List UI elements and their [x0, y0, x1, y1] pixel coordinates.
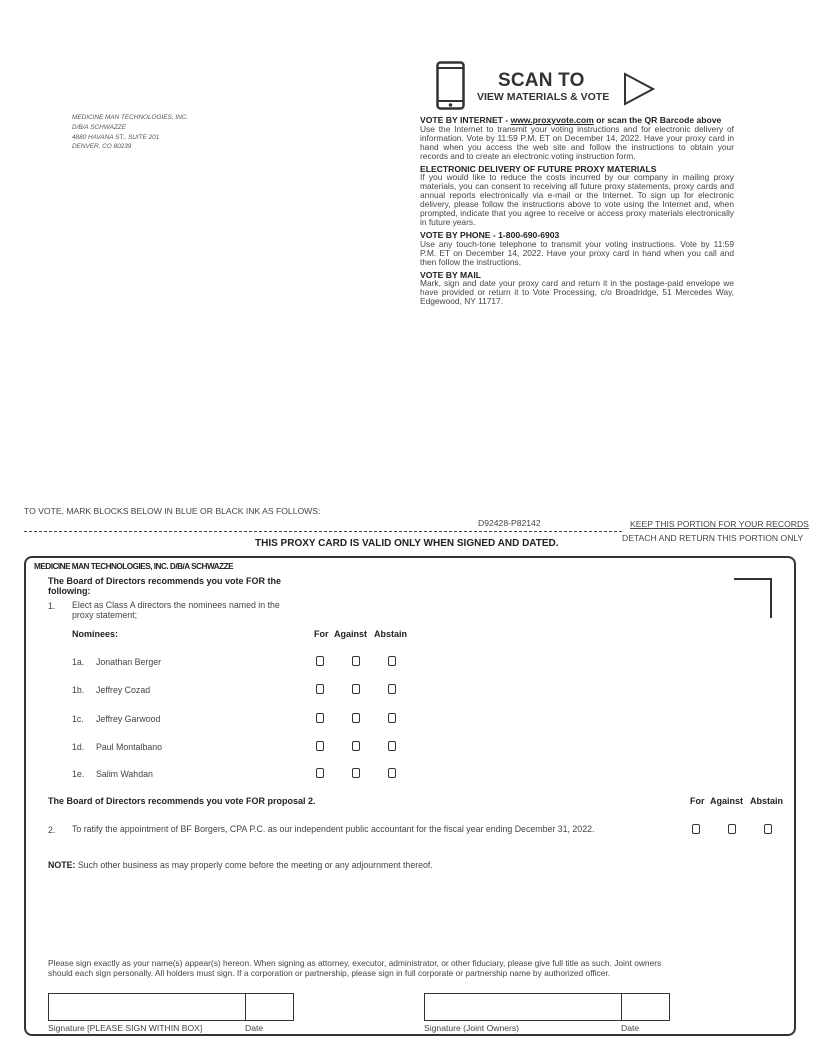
detach-return-label: DETACH AND RETURN THIS PORTION ONLY [622, 533, 804, 543]
item1-text: Elect as Class A directors the nominees named in the proxy statement; [72, 600, 280, 620]
edelivery-body: If you would like to reduce the costs incurred by our company in mailing proxy materials, you can consent to receiving all future proxy statements, proxy cards and annual reports electronically via e-mail or the Internet. To sign up for electronic delivery, please follow the instructions above to vote using the Internet and, when prompted, indicate that you agree to receive or access proxy materials electronically in future years. [420, 172, 734, 227]
for-checkbox[interactable] [316, 741, 324, 751]
address-line: 4880 HAVANA ST., SUITE 201 [72, 133, 160, 141]
against-checkbox[interactable] [352, 768, 360, 778]
joint-signature-label: Signature (Joint Owners) [424, 1023, 520, 1033]
for-checkbox[interactable] [316, 684, 324, 694]
internet-body: Use the Internet to transmit your voting instructions and for electronic delivery of information. Vote by 11:59 P.M. ET on December 14, 2022. Have your proxy card in hand when you access the web site and follow the instructions to obtain your records and to create an electronic voting instruction form. [420, 123, 734, 161]
note-text: Such other business as may properly come before the meeting or any adjournment thereof. [75, 860, 433, 870]
edelivery-heading: ELECTRONIC DELIVERY OF FUTURE PROXY MATERIALS [420, 163, 657, 174]
joint-date-box[interactable] [621, 993, 670, 1021]
abstain-checkbox[interactable] [764, 824, 772, 834]
nominee-num: 1e. [72, 769, 85, 779]
mail-body: Mark, sign and date your proxy card and return it in the postage-paid envelope we have provided or return it to Vote Processing, c/o Broadridge, 51 Mercedes Way, Edgewood, NY 11717. [420, 278, 734, 307]
keep-portion-label: KEEP THIS PORTION FOR YOUR RECORDS [630, 519, 809, 529]
item-number: 1. [48, 601, 56, 611]
nominee-num: 1c. [72, 714, 84, 724]
item2-text: To ratify the appointment of BF Borgers, CPA P.C. as our independent public accountant for the fiscal year ending December 31, 2022. [72, 824, 595, 834]
nominee-name: Jonathan Berger [96, 657, 162, 667]
board-recommendation-1: The Board of Directors recommends you vote FOR the following: [48, 576, 282, 596]
against-checkbox[interactable] [352, 656, 360, 666]
scan-title: SCAN TO [498, 70, 585, 91]
address-line: MEDICINE MAN TECHNOLOGIES, INC. [72, 114, 189, 121]
col-against: Against [710, 796, 744, 806]
valid-notice: THIS PROXY CARD IS VALID ONLY WHEN SIGNED AND DATED. [255, 538, 559, 549]
board-recommendation-2: The Board of Directors recommends you vote FOR proposal 2. [48, 796, 316, 806]
proxyvote-link[interactable]: www.proxyvote.com [510, 115, 594, 125]
address-line: D/B/A SCHWAZZE [72, 123, 126, 131]
nominees-label: Nominees: [72, 629, 119, 639]
nominee-num: 1b. [72, 685, 85, 695]
date-box[interactable] [245, 993, 294, 1021]
nominee-name: Salim Wahdan [96, 769, 153, 779]
phone-body: Use any touch-tone telephone to transmit your voting instructions. Vote by 11:59 P.M. ET on December 14, 2022. Have your proxy card in hand when you call and then follow the instructions. [420, 238, 734, 267]
against-checkbox[interactable] [352, 684, 360, 694]
col-for: For [690, 796, 705, 806]
date-label: Date [621, 1023, 640, 1033]
date-label: Date [245, 1023, 264, 1033]
item-number: 2. [48, 825, 56, 835]
abstain-checkbox[interactable] [388, 741, 396, 751]
note-label: NOTE: [48, 860, 76, 870]
against-checkbox[interactable] [352, 741, 360, 751]
nominee-name: Jeffrey Cozad [96, 685, 151, 695]
col-abstain: Abstain [374, 629, 408, 639]
note [48, 860, 433, 870]
play-arrow-icon [623, 72, 655, 106]
mark-instructions: TO VOTE, MARK BLOCKS BELOW IN BLUE OR BLACK INK AS FOLLOWS: [24, 506, 321, 516]
corner-mark [734, 578, 772, 618]
voting-instructions [420, 116, 734, 310]
abstain-checkbox[interactable] [388, 684, 396, 694]
for-checkbox[interactable] [316, 713, 324, 723]
address-line: DENVER, CO 80239 [72, 143, 132, 151]
col-against: Against [334, 629, 368, 639]
mail-heading: VOTE BY MAIL [420, 269, 481, 280]
joint-signature-box[interactable] [424, 993, 622, 1021]
scan-subtitle: VIEW MATERIALS & VOTE [477, 91, 610, 103]
col-for: For [314, 629, 329, 639]
smartphone-icon [436, 61, 465, 110]
for-checkbox[interactable] [316, 656, 324, 666]
phone-heading: VOTE BY PHONE - 1-800-690-6903 [420, 229, 560, 240]
abstain-checkbox[interactable] [388, 713, 396, 723]
nominee-name: Jeffrey Garwood [96, 714, 161, 724]
internet-heading: VOTE BY INTERNET - www.proxyvote.com or scan the QR Barcode above [420, 115, 722, 125]
nominee-num: 1a. [72, 657, 85, 667]
against-checkbox[interactable] [352, 713, 360, 723]
detach-line [24, 531, 622, 532]
abstain-checkbox[interactable] [388, 768, 396, 778]
return-address [72, 113, 188, 152]
against-checkbox[interactable] [728, 824, 736, 834]
signature-box[interactable] [48, 993, 246, 1021]
abstain-checkbox[interactable] [388, 656, 396, 666]
signing-instructions: Please sign exactly as your name(s) appear(s) hereon. When signing as attorney, executor, administrator, or other fiduciary, please give full title as such. Joint owners should each sign personally. All holders must sign. If a corporation or partnership, please sign in full corporate or partnership name by authorized officer. [48, 958, 662, 978]
company-name: MEDICINE MAN TECHNOLOGIES, INC. D/B/A SCHWAZZE [34, 562, 234, 571]
signature-label: Signature [PLEASE SIGN WITHIN BOX] [48, 1023, 203, 1033]
control-number: D92428-P82142 [478, 518, 541, 528]
nominee-num: 1d. [72, 742, 85, 752]
col-abstain: Abstain [750, 796, 784, 806]
nominee-name: Paul Montalbano [96, 742, 163, 752]
for-checkbox[interactable] [316, 768, 324, 778]
for-checkbox[interactable] [692, 824, 700, 834]
